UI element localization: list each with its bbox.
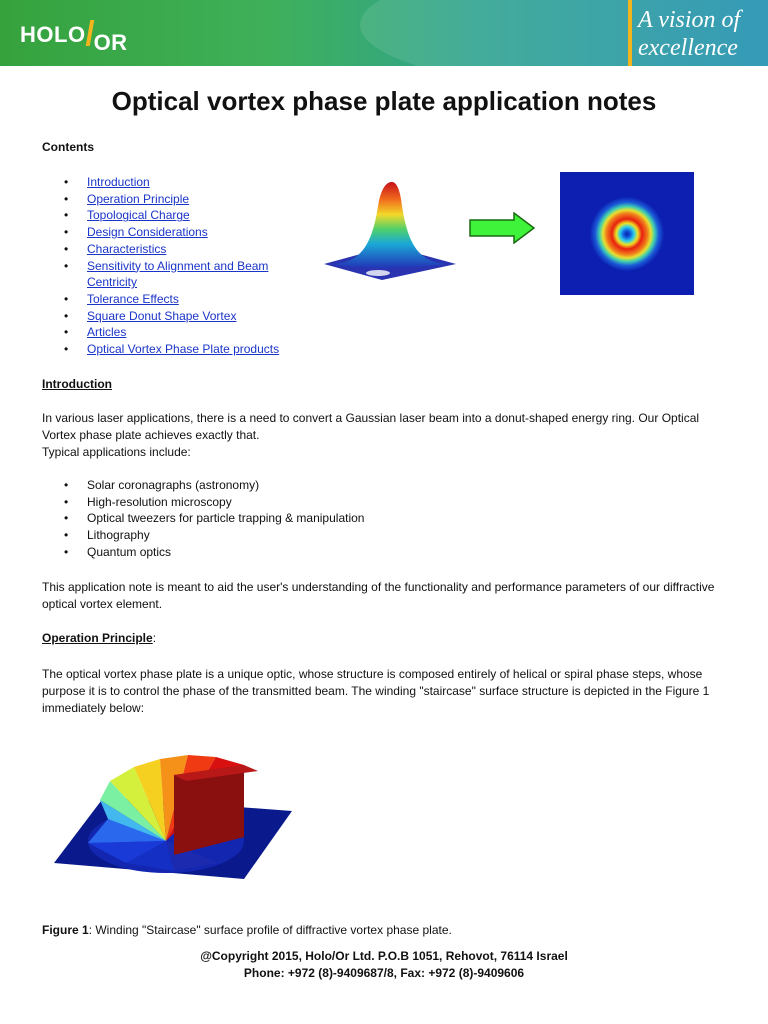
toc-link-design-considerations[interactable]: Design Considerations (87, 225, 208, 240)
tagline-line2: excellence (638, 35, 738, 61)
list-item: • High-resolution microscopy (64, 494, 364, 511)
applications-list (64, 477, 364, 561)
toc-item (64, 341, 294, 358)
toc-item (64, 191, 294, 208)
toc-item (64, 291, 294, 308)
toc-item (64, 224, 294, 241)
toc-item (64, 241, 294, 258)
operation-heading: Operation Principle (42, 631, 153, 645)
gaussian-beam-illustration (320, 176, 460, 286)
toc-link-sensitivity[interactable]: Sensitivity to Alignment and Beam Centricity (87, 258, 269, 290)
list-item: • Quantum optics (64, 544, 364, 561)
introduction-paragraph: In various laser applications, there is a need to convert a Gaussian laser beam into a donut-shaped energy ring. Our Optical Vortex phase plate achieves exactly that. (42, 411, 700, 442)
toc-item (64, 174, 294, 191)
operation-paragraph: The optical vortex phase plate is a unique optic, whose structure is composed entirely of helical or spiral phase steps, whose purpose it is to control the phase of the transmitted beam. The winding "staircase" surface structure is depicted in the Figure 1 immediately below: (42, 667, 710, 715)
figure-label: Figure 1 (42, 923, 89, 937)
list-item: • Solar coronagraphs (astronomy) (64, 477, 364, 494)
toc-link-square-donut[interactable]: Square Donut Shape Vortex (87, 308, 237, 323)
tagline (638, 6, 740, 62)
toc-item (64, 258, 294, 291)
logo-text-left: HOLO (20, 22, 86, 47)
tagline-divider (628, 0, 632, 66)
tagline-line1: A vision of (638, 7, 741, 33)
purpose-paragraph: This application note is meant to aid the user's understanding of the functionality and performance parameters of our diffractive optical vortex element. (42, 580, 715, 611)
introduction-heading: Introduction (42, 377, 112, 391)
footer-copyright: @Copyright 2015, Holo/Or Ltd. P.O.B 1051, Rehovot, 76114 Israel (200, 949, 568, 963)
toc-item (64, 207, 294, 224)
toc-link-topological-charge[interactable]: Topological Charge (87, 208, 190, 223)
donut-beam-illustration (560, 172, 694, 295)
toc-link-characteristics[interactable]: Characteristics (87, 241, 167, 256)
logo-text-right: OR (93, 30, 128, 55)
operation-heading-wrap (42, 631, 156, 645)
toc-link-introduction[interactable]: Introduction (87, 175, 150, 189)
contents-heading: Contents (42, 140, 94, 154)
figure-caption (42, 923, 452, 937)
table-of-contents (64, 174, 294, 358)
toc-item (64, 308, 294, 325)
toc-link-articles[interactable]: Articles (87, 325, 127, 340)
operation-heading-colon: : (152, 631, 157, 645)
holo-or-logo (20, 20, 128, 55)
figure-caption-text: : Winding "Staircase" surface profile of diffractive vortex phase plate. (88, 923, 452, 937)
toc-item (64, 324, 294, 341)
page-title: Optical vortex phase plate application notes (111, 86, 657, 116)
vortex-staircase-illustration (48, 745, 294, 880)
arrow-right-icon (468, 212, 536, 244)
toc-link-tolerance-effects[interactable]: Tolerance Effects (87, 291, 179, 306)
applications-intro: Typical applications include: (42, 445, 191, 459)
list-item: • Lithography (64, 527, 364, 544)
footer-contact: Phone: +972 (8)-9409687/8, Fax: +972 (8)-9409606 (243, 966, 525, 980)
list-item: • Optical tweezers for particle trapping & manipulation (64, 510, 364, 527)
toc-link-operation-principle[interactable]: Operation Principle (87, 191, 190, 206)
page-header (0, 0, 768, 66)
toc-link-products[interactable]: Optical Vortex Phase Plate products (87, 342, 280, 357)
logo-slash (85, 20, 94, 46)
